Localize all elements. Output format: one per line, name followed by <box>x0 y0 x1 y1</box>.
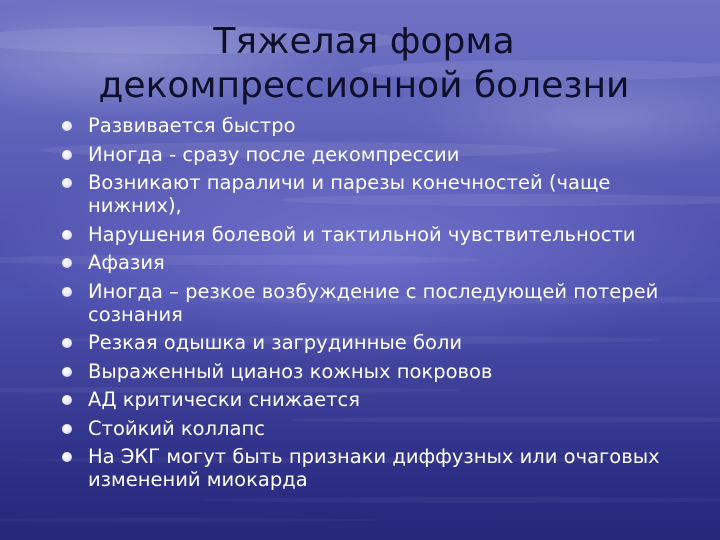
bullet-text: На ЭКГ могут быть признаки диффузных или очаговых изменений миокарда <box>88 445 660 491</box>
bullet-item <box>62 251 702 274</box>
bullet-dot-icon <box>62 258 72 268</box>
bullet-item <box>62 360 702 383</box>
bullet-item <box>62 280 702 326</box>
bullet-item <box>62 114 702 137</box>
bullet-text: Резкая одышка и загрудинные боли <box>88 331 463 354</box>
bullet-text: Нарушения болевой и тактильной чувствительности <box>88 222 636 246</box>
bullet-list <box>62 114 702 497</box>
bullet-dot-icon <box>62 395 72 405</box>
bullet-dot-icon <box>62 121 72 131</box>
bullet-item <box>62 445 702 491</box>
bullet-dot-icon <box>62 424 72 434</box>
bullet-item <box>62 388 702 411</box>
bullet-text: Стойкий коллапс <box>88 416 265 440</box>
bullet-text: Выраженный цианоз кожных покровов <box>88 359 493 383</box>
bullet-text: АД критически снижается <box>88 388 360 411</box>
bullet-dot-icon <box>62 150 72 160</box>
bullet-item <box>62 171 702 217</box>
bullet-item <box>62 143 702 166</box>
bullet-dot-icon <box>62 178 72 188</box>
title-line-2: декомпрессионной болезни <box>98 65 630 106</box>
bullet-item <box>62 417 702 440</box>
bullet-item <box>62 223 702 246</box>
bullet-text: Иногда - сразу после декомпрессии <box>88 142 460 166</box>
bullet-text: Развивается быстро <box>88 114 296 137</box>
bullet-dot-icon <box>62 230 72 240</box>
bullet-dot-icon <box>62 338 72 348</box>
slide-title <box>0 20 720 108</box>
bullet-dot-icon <box>62 287 72 297</box>
title-line-1: Тяжелая форма <box>213 21 515 62</box>
bullet-dot-icon <box>62 452 72 462</box>
bullet-dot-icon <box>62 367 72 377</box>
bullet-item <box>62 331 702 354</box>
bullet-text: Возникают параличи и парезы конечностей (чаще нижних), <box>88 171 611 217</box>
bullet-text: Афазия <box>88 251 165 274</box>
bullet-text: Иногда – резкое возбуждение с последующей потерей сознания <box>88 279 659 326</box>
